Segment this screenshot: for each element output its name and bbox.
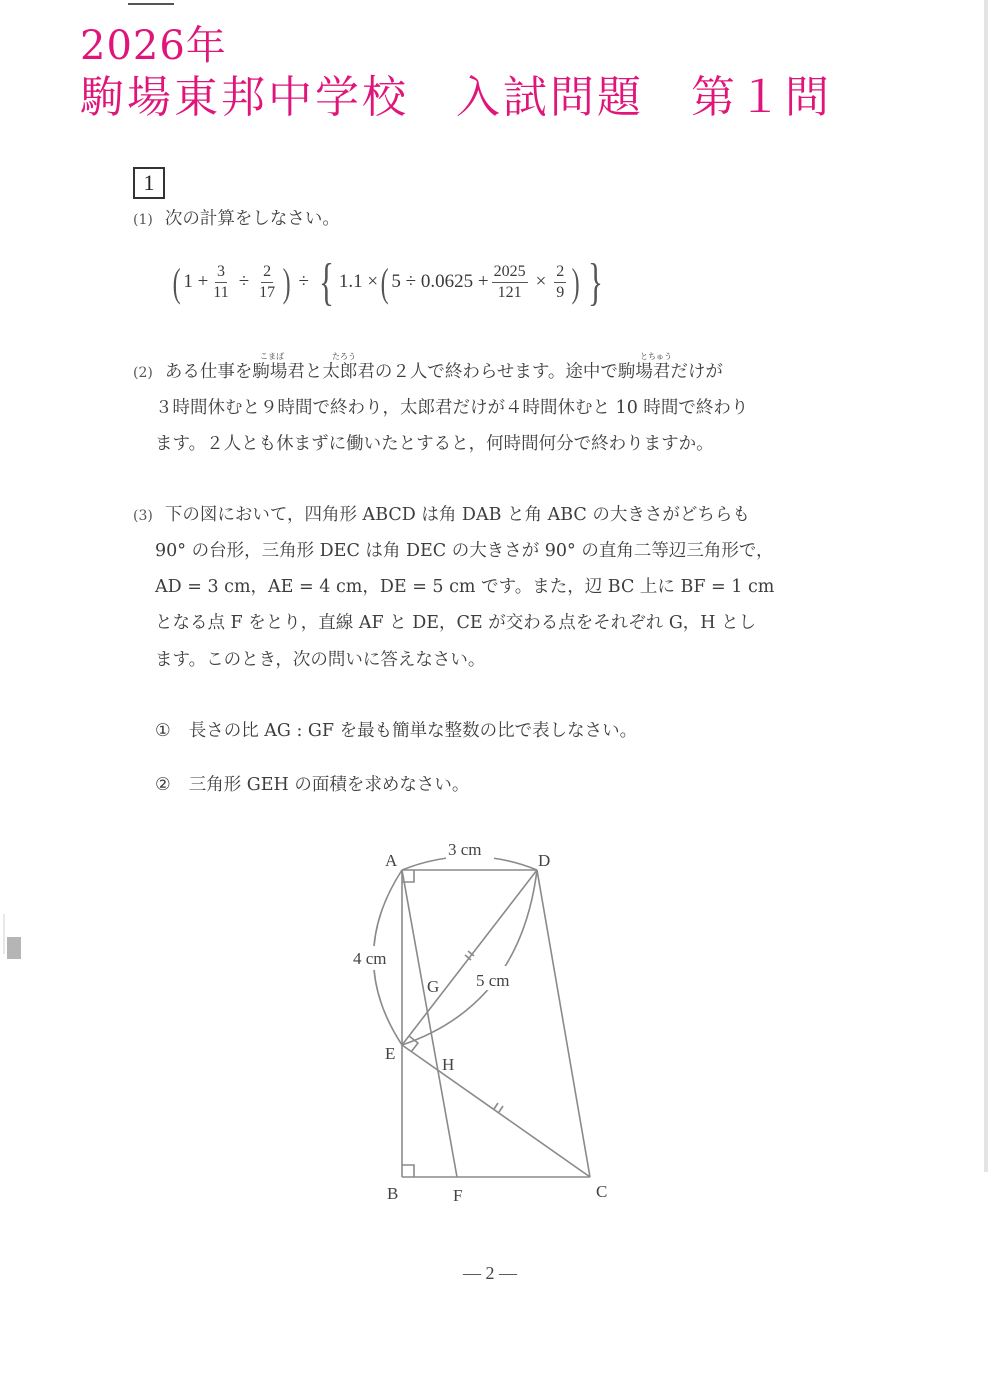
segment-DC bbox=[537, 870, 590, 1177]
tick-EC-1 bbox=[494, 1103, 498, 1109]
denominator: 9 bbox=[556, 283, 565, 301]
paren-close: ) bbox=[282, 259, 291, 305]
part3-line-5: ます。このとき，次の問いに答えなさい。 bbox=[155, 650, 486, 670]
point-label-C: C bbox=[596, 1182, 608, 1201]
point-label-B: B bbox=[387, 1184, 399, 1203]
part3-line-2: 90° の台形，三角形 DEC は角 DEC の大きさが 90° の直角二等辺三角形で， bbox=[155, 541, 774, 561]
right-angle-E bbox=[409, 1036, 418, 1052]
ruby-tochu: とちゅう bbox=[640, 352, 672, 361]
part2-text: ある仕事を駒場君と太郎君の２人で終わらせます。途中で駒場君だけが bbox=[164, 362, 723, 382]
subquestion-mark: ② bbox=[155, 775, 171, 795]
brace-close: } bbox=[587, 253, 603, 311]
part2-line-2: ３時間休むと９時間で終わり，太郎君だけが４時間休むと 10 時間で終わり bbox=[155, 398, 749, 418]
length-label-AD: 3 cm bbox=[448, 840, 482, 859]
part2-line-3: ます。２人とも休まずに働いたとすると，何時間何分で終わりますか。 bbox=[155, 434, 714, 454]
point-label-H: H bbox=[442, 1055, 455, 1074]
exam-title: 駒場東邦中学校 入試問題 第１問 bbox=[80, 72, 832, 123]
question-number-box: 1 bbox=[133, 167, 165, 199]
tick-EC-2 bbox=[499, 1106, 503, 1112]
numerator: 3 bbox=[215, 263, 227, 283]
point-label-A: A bbox=[385, 851, 398, 870]
subquestion-mark: ① bbox=[155, 721, 171, 741]
length-label-AE: 4 cm bbox=[353, 949, 387, 968]
paren-open: ( bbox=[380, 259, 389, 305]
point-label-D: D bbox=[538, 851, 551, 870]
part2-label: (2) bbox=[133, 365, 153, 381]
denominator: 121 bbox=[497, 283, 522, 301]
right-angle-B bbox=[402, 1165, 414, 1177]
paren-close: ) bbox=[571, 259, 580, 305]
numerator: 2 bbox=[261, 263, 273, 283]
term-coef: 1.1 × bbox=[338, 271, 379, 292]
point-label-G: G bbox=[427, 977, 440, 996]
ruby-taro: たろう bbox=[332, 352, 356, 361]
term-one-plus: 1 + bbox=[183, 271, 209, 292]
denominator: 11 bbox=[213, 283, 229, 301]
part1-text: 次の計算をしなさい。 bbox=[164, 209, 340, 229]
divide-op: ÷ bbox=[238, 271, 250, 292]
part3-line-3: AD = 3 cm，AE = 4 cm，DE = 5 cm です。また，辺 BC 上に BF = 1 cm bbox=[155, 577, 775, 597]
numerator: 2025 bbox=[492, 263, 528, 283]
brace-open: { bbox=[318, 253, 334, 311]
page-number: — 2 — bbox=[463, 1263, 517, 1283]
year-title: 2026年 bbox=[80, 23, 227, 69]
point-label-E: E bbox=[385, 1044, 396, 1063]
ruby-komaba: こまば bbox=[260, 352, 284, 361]
divide-op: ÷ bbox=[298, 271, 309, 292]
point-label-F: F bbox=[453, 1186, 463, 1205]
part3-label: (3) bbox=[133, 508, 153, 524]
part3-text: 下の図において，四角形 ABCD は角 DAB と角 ABC の大きさがどちらも bbox=[164, 505, 750, 525]
numerator: 2 bbox=[554, 263, 566, 283]
denominator: 17 bbox=[259, 283, 276, 301]
part3-line-4: となる点 F をとり，直線 AF と DE，CE が交わる点をそれぞれ G，H とし bbox=[155, 613, 757, 633]
segment-EC bbox=[402, 1045, 590, 1177]
subquestion-text: 長さの比 AG : GF を最も簡単な整数の比で表しなさい。 bbox=[188, 721, 638, 741]
term-division: 5 ÷ 0.0625 + bbox=[391, 271, 489, 292]
paren-open: ( bbox=[172, 259, 181, 305]
times-op: × bbox=[535, 271, 547, 292]
part1-label: (1) bbox=[133, 212, 153, 228]
length-label-DE: 5 cm bbox=[476, 971, 510, 990]
subquestion-text: 三角形 GEH の面積を求めなさい。 bbox=[188, 775, 470, 795]
segment-DE bbox=[402, 870, 537, 1045]
